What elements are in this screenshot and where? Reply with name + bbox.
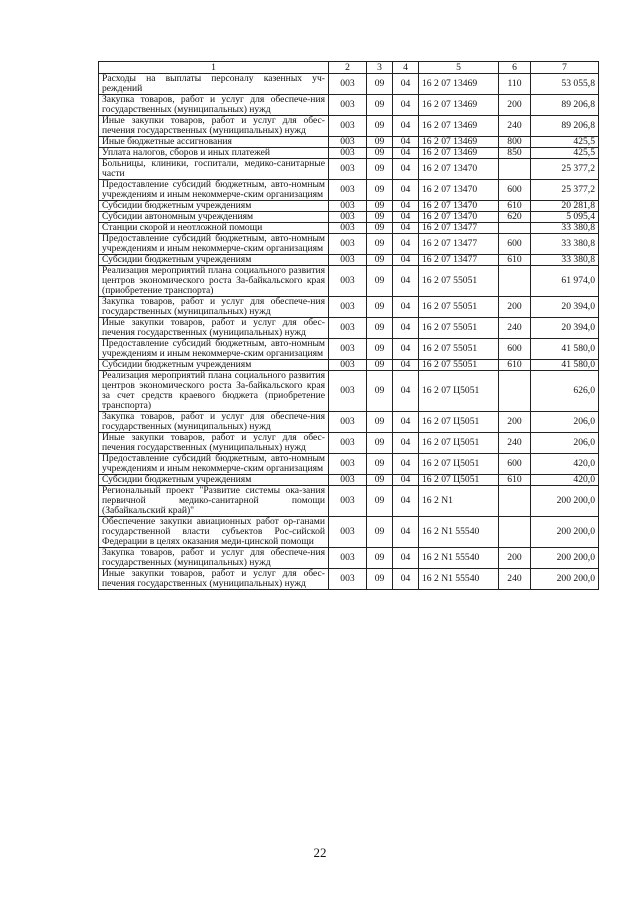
subsection-code-cell: 04 [393,433,419,454]
amount-cell: 33 380,8 [531,234,599,255]
row-name-cell: Региональный проект "Развитие системы ока-зания первичной медико-санитарной помощи (Забайкальский край)" [99,486,329,517]
amount-cell: 25 377,2 [531,159,599,180]
row-name-cell: Обеспечение закупки авиационных работ ор-ганами государственной власти субъектов Рос-сийской Федерации в целях оказания меди-цинской помощи [99,517,329,548]
expense-type-cell: 110 [499,74,531,95]
ministry-code-cell: 003 [329,371,367,412]
ministry-code-cell: 003 [329,517,367,548]
row-name-cell: Закупка товаров, работ и услуг для обеспече-ния государственных (муниципальных) нужд [99,412,329,433]
header-cell: 1 [99,62,329,74]
subsection-code-cell: 04 [393,116,419,137]
table-header-row [99,62,599,74]
expense-type-cell: 240 [499,433,531,454]
section-code-cell: 09 [367,297,393,318]
expense-type-cell [499,517,531,548]
expense-type-cell [499,223,531,234]
target-article-cell: 16 2 07 Ц5051 [419,371,499,412]
ministry-code-cell: 003 [329,148,367,159]
section-code-cell: 09 [367,475,393,486]
table-row [99,223,599,234]
table-row [99,201,599,212]
subsection-code-cell: 04 [393,339,419,360]
row-name-cell: Реализация мероприятий плана социального развития центров экономического роста За-байкальского края (приобретение транспорта) [99,266,329,297]
expense-type-cell [499,266,531,297]
row-name-cell: Расходы на выплаты персоналу казенных уч-реждений [99,74,329,95]
row-name-cell: Закупка товаров, работ и услуг для обеспече-ния государственных (муниципальных) нужд [99,548,329,569]
section-code-cell: 09 [367,412,393,433]
table-row [99,360,599,371]
section-code-cell: 09 [367,318,393,339]
target-article-cell: 16 2 07 Ц5051 [419,454,499,475]
target-article-cell: 16 2 07 13477 [419,223,499,234]
section-code-cell: 09 [367,433,393,454]
ministry-code-cell: 003 [329,223,367,234]
section-code-cell: 09 [367,95,393,116]
target-article-cell: 16 2 07 Ц5051 [419,433,499,454]
table-row [99,212,599,223]
table-row [99,266,599,297]
table-row [99,148,599,159]
amount-cell: 5 095,4 [531,212,599,223]
section-code-cell: 09 [367,255,393,266]
target-article-cell: 16 2 N1 [419,486,499,517]
subsection-code-cell: 04 [393,159,419,180]
section-code-cell: 09 [367,517,393,548]
row-name-cell: Предоставление субсидий бюджетным, авто-номным учреждениям и иным некоммерче-ским организациям [99,234,329,255]
target-article-cell: 16 2 07 Ц5051 [419,475,499,486]
target-article-cell: 16 2 07 13470 [419,212,499,223]
row-name-cell: Субсидии бюджетным учреждениям [99,475,329,486]
table-row [99,318,599,339]
ministry-code-cell: 003 [329,159,367,180]
amount-cell: 89 206,8 [531,116,599,137]
target-article-cell: 16 2 N1 55540 [419,569,499,590]
row-name-cell: Иные закупки товаров, работ и услуг для обес-печения государственных (муниципальных) нужд [99,318,329,339]
amount-cell: 626,0 [531,371,599,412]
header-cell: 4 [393,62,419,74]
header-cell: 2 [329,62,367,74]
budget-table [98,61,599,590]
subsection-code-cell: 04 [393,486,419,517]
expense-type-cell: 240 [499,569,531,590]
expense-type-cell [499,159,531,180]
ministry-code-cell: 003 [329,297,367,318]
ministry-code-cell: 003 [329,116,367,137]
expense-type-cell: 600 [499,339,531,360]
amount-cell: 425,5 [531,148,599,159]
table-row [99,433,599,454]
row-name-cell: Иные закупки товаров, работ и услуг для обес-печения государственных (муниципальных) нужд [99,569,329,590]
amount-cell: 53 055,8 [531,74,599,95]
amount-cell: 89 206,8 [531,95,599,116]
target-article-cell: 16 2 07 13477 [419,255,499,266]
page-number: 22 [313,845,327,860]
table-row [99,137,599,148]
expense-type-cell: 610 [499,255,531,266]
target-article-cell: 16 2 07 13477 [419,234,499,255]
ministry-code-cell: 003 [329,95,367,116]
ministry-code-cell: 003 [329,74,367,95]
amount-cell: 20 281,8 [531,201,599,212]
section-code-cell: 09 [367,339,393,360]
target-article-cell: 16 2 07 55051 [419,360,499,371]
expense-type-cell: 240 [499,116,531,137]
row-name-cell: Станции скорой и неотложной помощи [99,223,329,234]
target-article-cell: 16 2 07 13470 [419,180,499,201]
header-cell: 5 [419,62,499,74]
subsection-code-cell: 04 [393,569,419,590]
expense-type-cell: 200 [499,297,531,318]
expense-type-cell: 850 [499,148,531,159]
subsection-code-cell: 04 [393,95,419,116]
section-code-cell: 09 [367,212,393,223]
amount-cell: 200 200,0 [531,548,599,569]
row-name-cell: Закупка товаров, работ и услуг для обеспече-ния государственных (муниципальных) нужд [99,297,329,318]
table-row [99,454,599,475]
expense-type-cell: 200 [499,412,531,433]
subsection-code-cell: 04 [393,223,419,234]
target-article-cell: 16 2 07 Ц5051 [419,412,499,433]
subsection-code-cell: 04 [393,360,419,371]
target-article-cell: 16 2 07 13470 [419,201,499,212]
subsection-code-cell: 04 [393,74,419,95]
amount-cell: 200 200,0 [531,517,599,548]
ministry-code-cell: 003 [329,318,367,339]
row-name-cell: Предоставление субсидий бюджетным, авто-номным учреждениям и иным некоммерче-ским организациям [99,180,329,201]
section-code-cell: 09 [367,116,393,137]
ministry-code-cell: 003 [329,548,367,569]
target-article-cell: 16 2 07 13469 [419,148,499,159]
table-row [99,548,599,569]
table-row [99,95,599,116]
amount-cell: 420,0 [531,454,599,475]
subsection-code-cell: 04 [393,475,419,486]
amount-cell: 206,0 [531,433,599,454]
expense-type-cell: 610 [499,475,531,486]
row-name-cell: Субсидии бюджетным учреждениям [99,255,329,266]
row-name-cell: Предоставление субсидий бюджетным, авто-номным учреждениям и иным некоммерче-ским организациям [99,339,329,360]
amount-cell: 420,0 [531,475,599,486]
subsection-code-cell: 04 [393,180,419,201]
table-row [99,234,599,255]
target-article-cell: 16 2 07 13469 [419,116,499,137]
amount-cell: 33 380,8 [531,255,599,266]
table-row [99,159,599,180]
table-row [99,297,599,318]
ministry-code-cell: 003 [329,212,367,223]
subsection-code-cell: 04 [393,548,419,569]
target-article-cell: 16 2 07 55051 [419,266,499,297]
subsection-code-cell: 04 [393,517,419,548]
subsection-code-cell: 04 [393,201,419,212]
subsection-code-cell: 04 [393,371,419,412]
row-name-cell: Реализация мероприятий плана социального развития центров экономического роста За-байкальского края за счет средств краевого бюджета (приобретение транспорта) [99,371,329,412]
section-code-cell: 09 [367,266,393,297]
section-code-cell: 09 [367,201,393,212]
section-code-cell: 09 [367,360,393,371]
ministry-code-cell: 003 [329,475,367,486]
row-name-cell: Предоставление субсидий бюджетным, авто-номным учреждениям и иным некоммерче-ским организациям [99,454,329,475]
amount-cell: 200 200,0 [531,486,599,517]
section-code-cell: 09 [367,223,393,234]
target-article-cell: 16 2 07 13469 [419,74,499,95]
row-name-cell: Субсидии бюджетным учреждениям [99,360,329,371]
section-code-cell: 09 [367,486,393,517]
target-article-cell: 16 2 N1 55540 [419,548,499,569]
section-code-cell: 09 [367,548,393,569]
header-cell: 6 [499,62,531,74]
row-name-cell: Иные бюджетные ассигнования [99,137,329,148]
expense-type-cell: 610 [499,360,531,371]
table-row [99,339,599,360]
expense-type-cell [499,371,531,412]
table-row [99,412,599,433]
row-name-cell: Иные закупки товаров, работ и услуг для обес-печения государственных (муниципальных) нужд [99,116,329,137]
ministry-code-cell: 003 [329,339,367,360]
target-article-cell: 16 2 N1 55540 [419,517,499,548]
expense-type-cell [499,486,531,517]
amount-cell: 206,0 [531,412,599,433]
ministry-code-cell: 003 [329,433,367,454]
amount-cell: 41 580,0 [531,360,599,371]
table-row [99,180,599,201]
expense-type-cell: 200 [499,548,531,569]
target-article-cell: 16 2 07 55051 [419,297,499,318]
subsection-code-cell: 04 [393,234,419,255]
expense-type-cell: 600 [499,180,531,201]
amount-cell: 425,5 [531,137,599,148]
section-code-cell: 09 [367,234,393,255]
target-article-cell: 16 2 07 13469 [419,95,499,116]
subsection-code-cell: 04 [393,454,419,475]
expense-type-cell: 620 [499,212,531,223]
amount-cell: 200 200,0 [531,569,599,590]
amount-cell: 33 380,8 [531,223,599,234]
section-code-cell: 09 [367,159,393,180]
section-code-cell: 09 [367,454,393,475]
row-name-cell: Субсидии автономным учреждениям [99,212,329,223]
table-row [99,486,599,517]
row-name-cell: Закупка товаров, работ и услуг для обеспече-ния государственных (муниципальных) нужд [99,95,329,116]
section-code-cell: 09 [367,74,393,95]
subsection-code-cell: 04 [393,212,419,223]
ministry-code-cell: 003 [329,266,367,297]
section-code-cell: 09 [367,137,393,148]
ministry-code-cell: 003 [329,201,367,212]
table-row [99,255,599,266]
subsection-code-cell: 04 [393,297,419,318]
ministry-code-cell: 003 [329,569,367,590]
row-name-cell: Уплата налогов, сборов и иных платежей [99,148,329,159]
table-row [99,116,599,137]
header-cell: 3 [367,62,393,74]
amount-cell: 20 394,0 [531,297,599,318]
ministry-code-cell: 003 [329,180,367,201]
row-name-cell: Субсидии бюджетным учреждениям [99,201,329,212]
table-body [99,74,599,590]
section-code-cell: 09 [367,371,393,412]
row-name-cell: Больницы, клиники, госпитали, медико-санитарные части [99,159,329,180]
expense-type-cell: 240 [499,318,531,339]
header-cell: 7 [531,62,599,74]
ministry-code-cell: 003 [329,412,367,433]
ministry-code-cell: 003 [329,360,367,371]
ministry-code-cell: 003 [329,255,367,266]
expense-type-cell: 600 [499,234,531,255]
section-code-cell: 09 [367,180,393,201]
target-article-cell: 16 2 07 55051 [419,318,499,339]
target-article-cell: 16 2 07 13470 [419,159,499,180]
ministry-code-cell: 003 [329,234,367,255]
amount-cell: 25 377,2 [531,180,599,201]
table-row [99,74,599,95]
subsection-code-cell: 04 [393,318,419,339]
row-name-cell: Иные закупки товаров, работ и услуг для обес-печения государственных (муниципальных) нужд [99,433,329,454]
subsection-code-cell: 04 [393,137,419,148]
ministry-code-cell: 003 [329,486,367,517]
target-article-cell: 16 2 07 13469 [419,137,499,148]
amount-cell: 41 580,0 [531,339,599,360]
table-row [99,371,599,412]
table-row [99,517,599,548]
section-code-cell: 09 [367,148,393,159]
expense-type-cell: 200 [499,95,531,116]
amount-cell: 20 394,0 [531,318,599,339]
subsection-code-cell: 04 [393,255,419,266]
ministry-code-cell: 003 [329,137,367,148]
expense-type-cell: 600 [499,454,531,475]
table-row [99,569,599,590]
section-code-cell: 09 [367,569,393,590]
subsection-code-cell: 04 [393,266,419,297]
expense-type-cell: 610 [499,201,531,212]
amount-cell: 61 974,0 [531,266,599,297]
subsection-code-cell: 04 [393,148,419,159]
table-row [99,475,599,486]
expense-type-cell: 800 [499,137,531,148]
subsection-code-cell: 04 [393,412,419,433]
target-article-cell: 16 2 07 55051 [419,339,499,360]
ministry-code-cell: 003 [329,454,367,475]
